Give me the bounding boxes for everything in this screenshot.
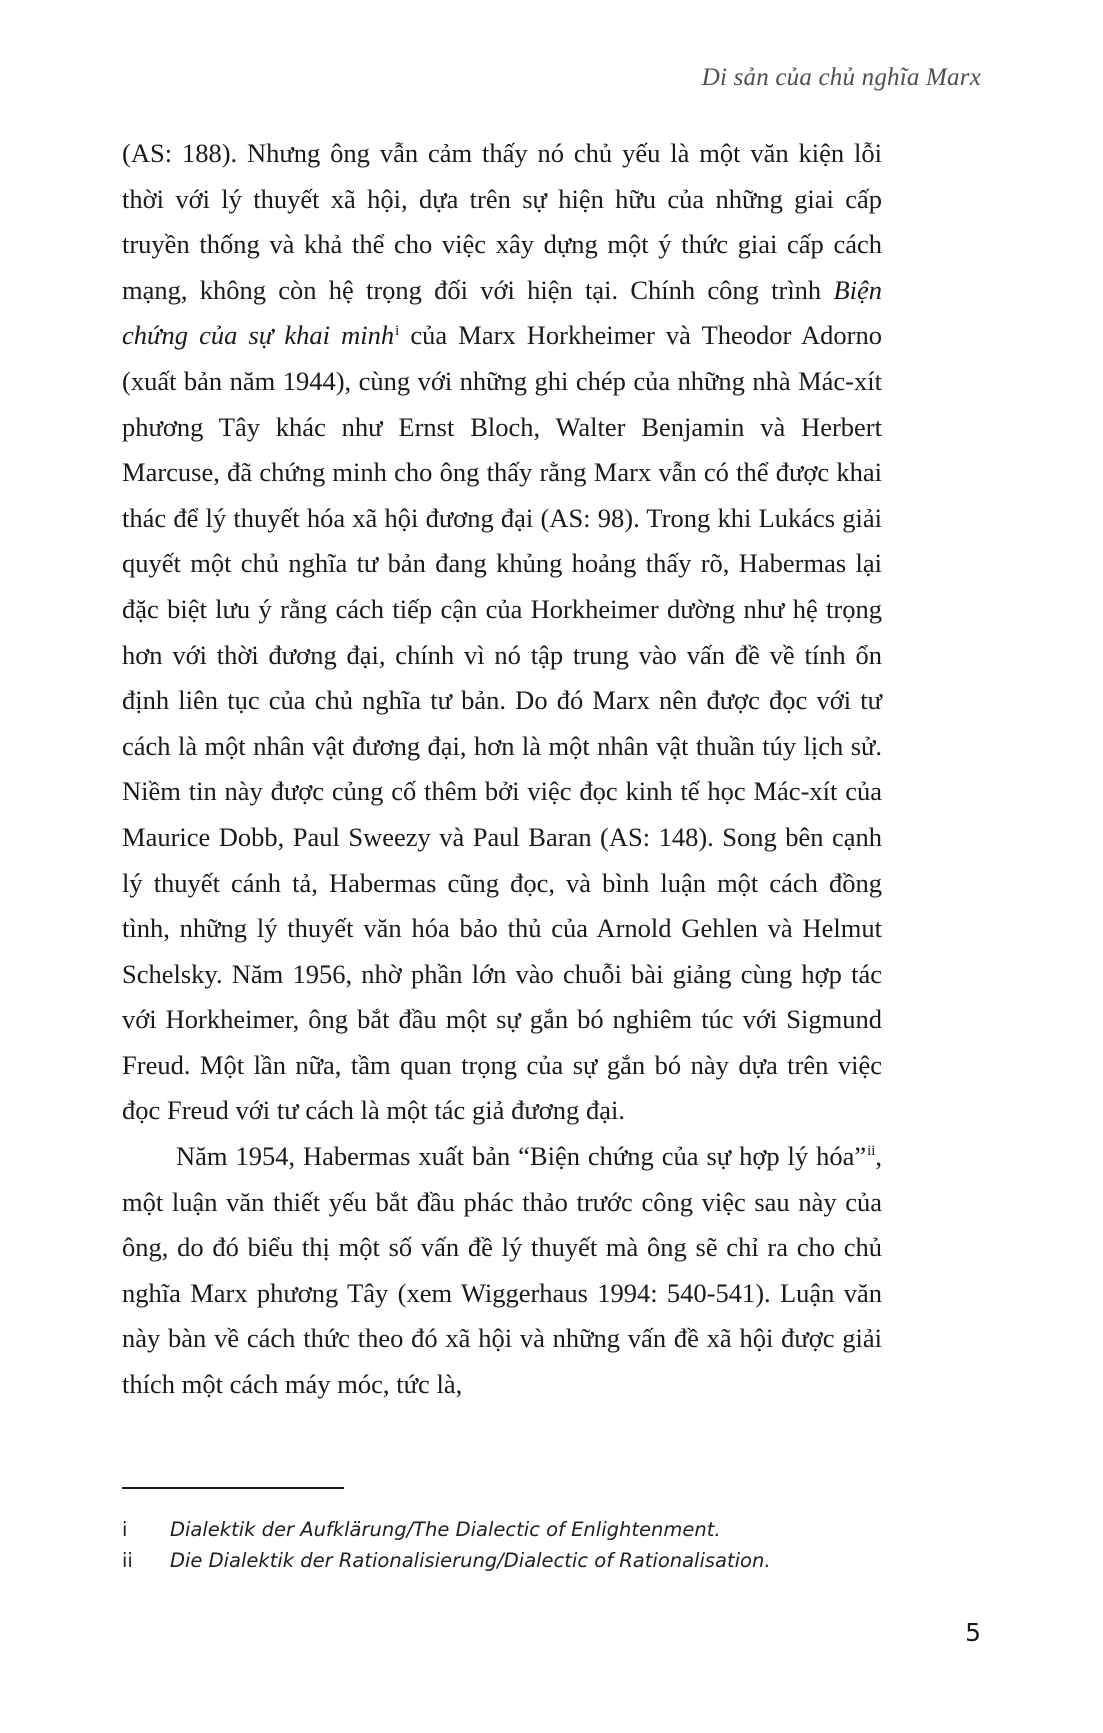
footnote-separator-rule [122, 1487, 344, 1489]
paragraph-1-lead-text: (AS: 188). Nhưng ông vẫn cảm thấy nó chủ yếu là một văn kiện lỗi thời với lý thuyết xã hội, dựa trên sự hiện hữu của những giai cấp truyền thống và khả thể cho việc xây dựng một ý thức giai cấp cách mạng, không còn hệ trọng đối với hiện tại. Chính công trình [122, 138, 882, 305]
footnote-marker: i [122, 1518, 128, 1541]
paragraph-2-trailing-text: , một luận văn thiết yếu bắt đầu phác thảo trước công việc sau này của ông, do đó biểu thị một số vấn đề lý thuyết mà ông sẽ chỉ ra cho chủ nghĩa Marx phương Tây (xem Wiggerhaus 1994: 540-541). Luận văn này bàn về cách thức theo đó xã hội và những vấn đề xã hội được giải thích một cách máy móc, tức là, [122, 1141, 882, 1400]
paragraph-1-trailing-text: của Marx Horkheimer và Theodor Adorno (xuất bản năm 1944), cùng với những ghi chép của những nhà Mác-xít phương Tây khác như Ernst Bloch, Walter Benjamin và Herbert Marcuse, đã chứng minh cho ông thấy rằng Marx vẫn có thể được khai thác để lý thuyết hóa xã hội đương đại (AS: 98). Trong khi Lukács giải quyết một chủ nghĩa tư bản đang khủng hoảng thấy rõ, Habermas lại đặc biệt lưu ý rằng cách tiếp cận của Horkheimer dường như hệ trọng hơn với thời đương đại, chính vì nó tập trung vào vấn đề về tính ổn định liên tục của chủ nghĩa tư bản. Do đó Marx nên được đọc với tư cách là một nhân vật đương đại, hơn là một nhân vật thuần túy lịch sử. Niềm tin này được củng cố thêm bởi việc đọc kinh tế học Mác-xít của Maurice Dobb, Paul Sweezy và Paul Baran (AS: 148). Song bên cạnh lý thuyết cánh tả, Habermas cũng đọc, và bình luận một cách đồng tình, những lý thuyết văn hóa bảo thủ của Arnold Gehlen và Helmut Schelsky. Năm 1956, nhờ phần lớn vào chuỗi bài giảng cùng hợp tác với Horkheimer, ông bắt đầu một sự gắn bó nghiêm túc với Sigmund Freud. Một lần nữa, tầm quan trọng của sự gắn bó này dựa trên việc đọc Freud với tư cách là một tác giả đương đại. [122, 320, 882, 1126]
paragraph-continuation [122, 131, 882, 1134]
footnote-text: Dialektik der Aufklärung/The Dialectic of Enlightenment. [170, 1518, 721, 1541]
italic-book-title: Biện chứng của sự khai minh [122, 274, 882, 351]
footnote-item [122, 1545, 902, 1576]
running-head: Di sản của chủ nghĩa Marx [701, 64, 981, 91]
footnote-reference-ii[interactable]: ii [867, 1143, 876, 1160]
paragraph-new [122, 1134, 882, 1408]
footnote-area [122, 1487, 902, 1576]
body-text-block [122, 131, 882, 1408]
paragraph-2-lead-text: Năm 1954, Habermas xuất bản “Biện chứng của sự hợp lý hóa” [176, 1141, 867, 1172]
footnote-text: Die Dialektik der Rationalisierung/Dialectic of Rationalisation. [170, 1549, 771, 1572]
footnote-item [122, 1514, 902, 1545]
footnote-marker: ii [122, 1549, 133, 1572]
page-number: 5 [965, 1618, 981, 1647]
footnote-reference-i[interactable]: i [395, 322, 400, 339]
